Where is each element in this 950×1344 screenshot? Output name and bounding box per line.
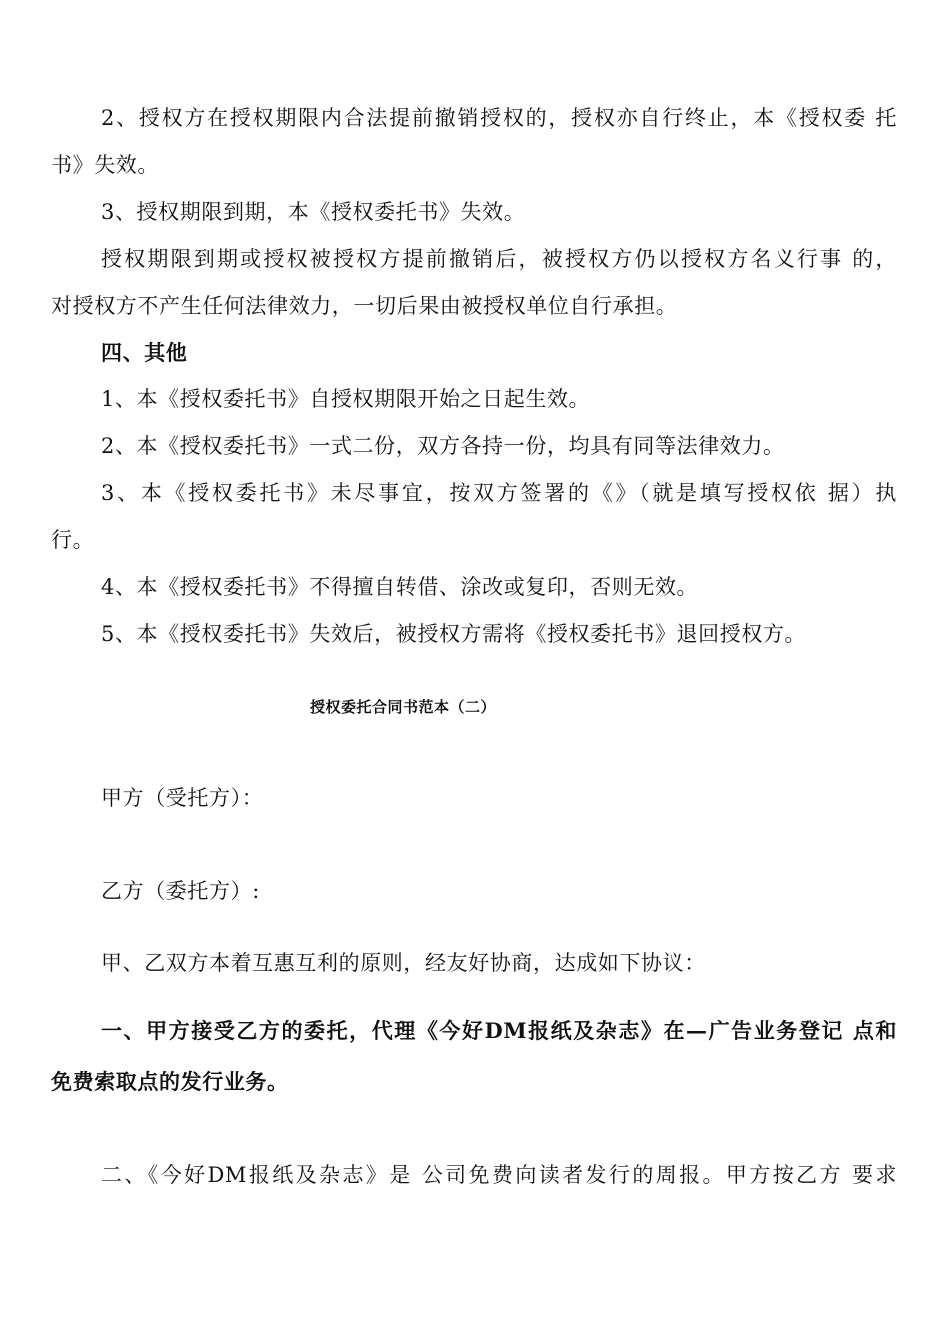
- paragraph-line: 行。: [51, 528, 95, 552]
- party-b-label: 乙方（委托方）:: [101, 879, 260, 903]
- paragraph-line: 4、本《授权委托书》不得擅自转借、涂改或复印，否则无效。: [101, 575, 699, 599]
- paragraph-line: 书》失效。: [51, 153, 159, 177]
- section-heading: 四、其他: [101, 340, 188, 365]
- paragraph-line: 5、本《授权委托书》失效后，被授权方需将《授权委托书》退回授权方。: [101, 622, 807, 646]
- paragraph-line: 对授权方不产生任何法律效力，一切后果由被授权单位自行承担。: [51, 294, 678, 318]
- clause-heading: 免费索取点的发行业务。: [51, 1069, 289, 1094]
- paragraph-line: 2、授权方在授权期限内合法提前撤销授权的，授权亦自行终止，本《授权委 托: [101, 106, 897, 130]
- clause-heading: 一、甲方接受乙方的委托，代理《今好DM报纸及杂志》在—广告业务登记 点和: [101, 1018, 897, 1043]
- paragraph-line: 甲、乙双方本着互惠互利的原则，经友好协商，达成如下协议：: [101, 951, 706, 975]
- document-title: 授权委托合同书范本（二）: [309, 698, 496, 716]
- paragraph-line: 3、授权期限到期，本《授权委托书》失效。: [101, 200, 526, 224]
- party-a-label: 甲方（受托方）：: [101, 786, 264, 810]
- paragraph-line: 2、本《授权委托书》一式二份，双方各持一份，均具有同等法律效力。: [101, 434, 785, 458]
- paragraph-line: 二、《今好DM报纸及杂志》是 公司免费向读者发行的周报。甲方按乙方 要求: [101, 1163, 897, 1187]
- paragraph-line: 授权期限到期或授权被授权方提前撤销后，被授权方仍以授权方名义行事 的，: [101, 247, 897, 271]
- paragraph-line: 3、本《授权委托书》未尽事宜，按双方签署的《》（就是填写授权依 据）执: [101, 481, 897, 505]
- paragraph-line: 1、本《授权委托书》自授权期限开始之日起生效。: [101, 387, 591, 411]
